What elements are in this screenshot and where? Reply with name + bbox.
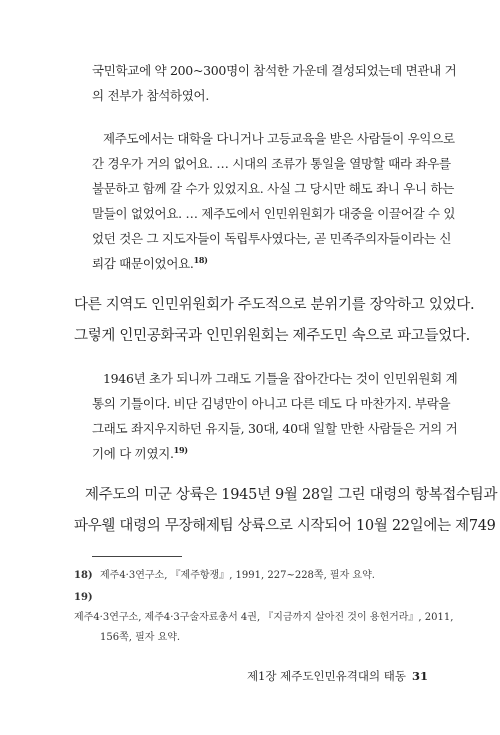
footnote-ref-19[interactable]: 19) <box>173 445 188 455</box>
quote-2 <box>92 126 456 276</box>
quote-2-line: 말들이 없었어요. … 제주도에서 인민위원회가 대중을 이끌어갈 수 있 <box>92 206 456 221</box>
quote-1 <box>92 58 457 108</box>
footnote-19 <box>74 588 454 648</box>
quote-2-line: 간 경우가 거의 없어요. … 시대의 조류가 통일을 열망할 때라 좌우를 <box>92 156 451 171</box>
paragraph-2-line: 제주도의 미군 상륙은 1945년 9월 28일 그린 대령의 항복접수팀과 <box>85 487 498 503</box>
quote-3-line: 그래도 좌지우지하던 유지들, 30대, 40대 일할 만한 사람들은 거의 거 <box>92 421 458 436</box>
paragraph-2 <box>74 480 498 542</box>
footnote-text-continued: 156쪽, 필자 요약. <box>100 632 181 643</box>
footnote-ref-18[interactable]: 18) <box>193 255 208 265</box>
quote-2-line: 뢰감 때문이었어요. <box>92 256 194 271</box>
quote-3-line: 기에 다 끼였지. <box>92 446 174 461</box>
page-number: 31 <box>411 669 428 683</box>
quote-2-line: 었던 것은 그 지도자들이 독립투사였다는, 곧 민족주의자들이라는 신 <box>92 231 452 246</box>
footnote-text: 제주4·3연구소, 제주4·3구술자료총서 4권, 『지금까지 살아진 것이 용헌거라』, 2011, <box>74 612 454 623</box>
quote-3-line: 통의 기틀이다. 비단 김녕만이 아니고 다른 데도 다 마찬가지. 부락을 <box>92 396 451 411</box>
footnote-text: 제주4·3연구소, 『제주항쟁』, 1991, 227~228쪽, 필자 요약. <box>100 570 375 581</box>
quote-1-line: 의 전부가 참석하였어. <box>92 88 209 103</box>
footnote-number: 18) <box>74 570 93 581</box>
page-footer <box>247 668 428 684</box>
paragraph-1-line: 다른 지역도 인민위원회가 주도적으로 분위기를 장악하고 있었다. <box>74 297 475 313</box>
quote-2-line: 불문하고 함께 갈 수가 있었지요. 사실 그 당시만 해도 좌니 우니 하는 <box>92 181 455 196</box>
paragraph-1-line: 그렇게 인민공화국과 인민위원회는 제주도민 속으로 파고들었다. <box>74 328 470 344</box>
paragraph-2-line: 파우웰 대령의 무장해제팀 상륙으로 시작되어 10월 22일에는 제749 <box>74 518 496 534</box>
footnote-number: 19) <box>74 592 93 603</box>
quote-2-line: 제주도에서는 대학을 다니거나 고등교육을 받은 사람들이 우익으로 <box>103 131 455 146</box>
footnote-divider <box>92 556 182 557</box>
paragraph-1 <box>74 290 475 352</box>
quote-1-line: 국민학교에 약 200~300명이 참석한 가운데 결성되었는데 면관내 거 <box>92 63 457 78</box>
footnote-18 <box>74 566 454 586</box>
quote-3 <box>92 366 458 466</box>
chapter-title: 제1장 제주도인민유격대의 태동 <box>246 669 406 683</box>
quote-3-line: 1946년 초가 되니까 그래도 기틀을 잡아간다는 것이 인민위원회 계 <box>103 371 458 386</box>
